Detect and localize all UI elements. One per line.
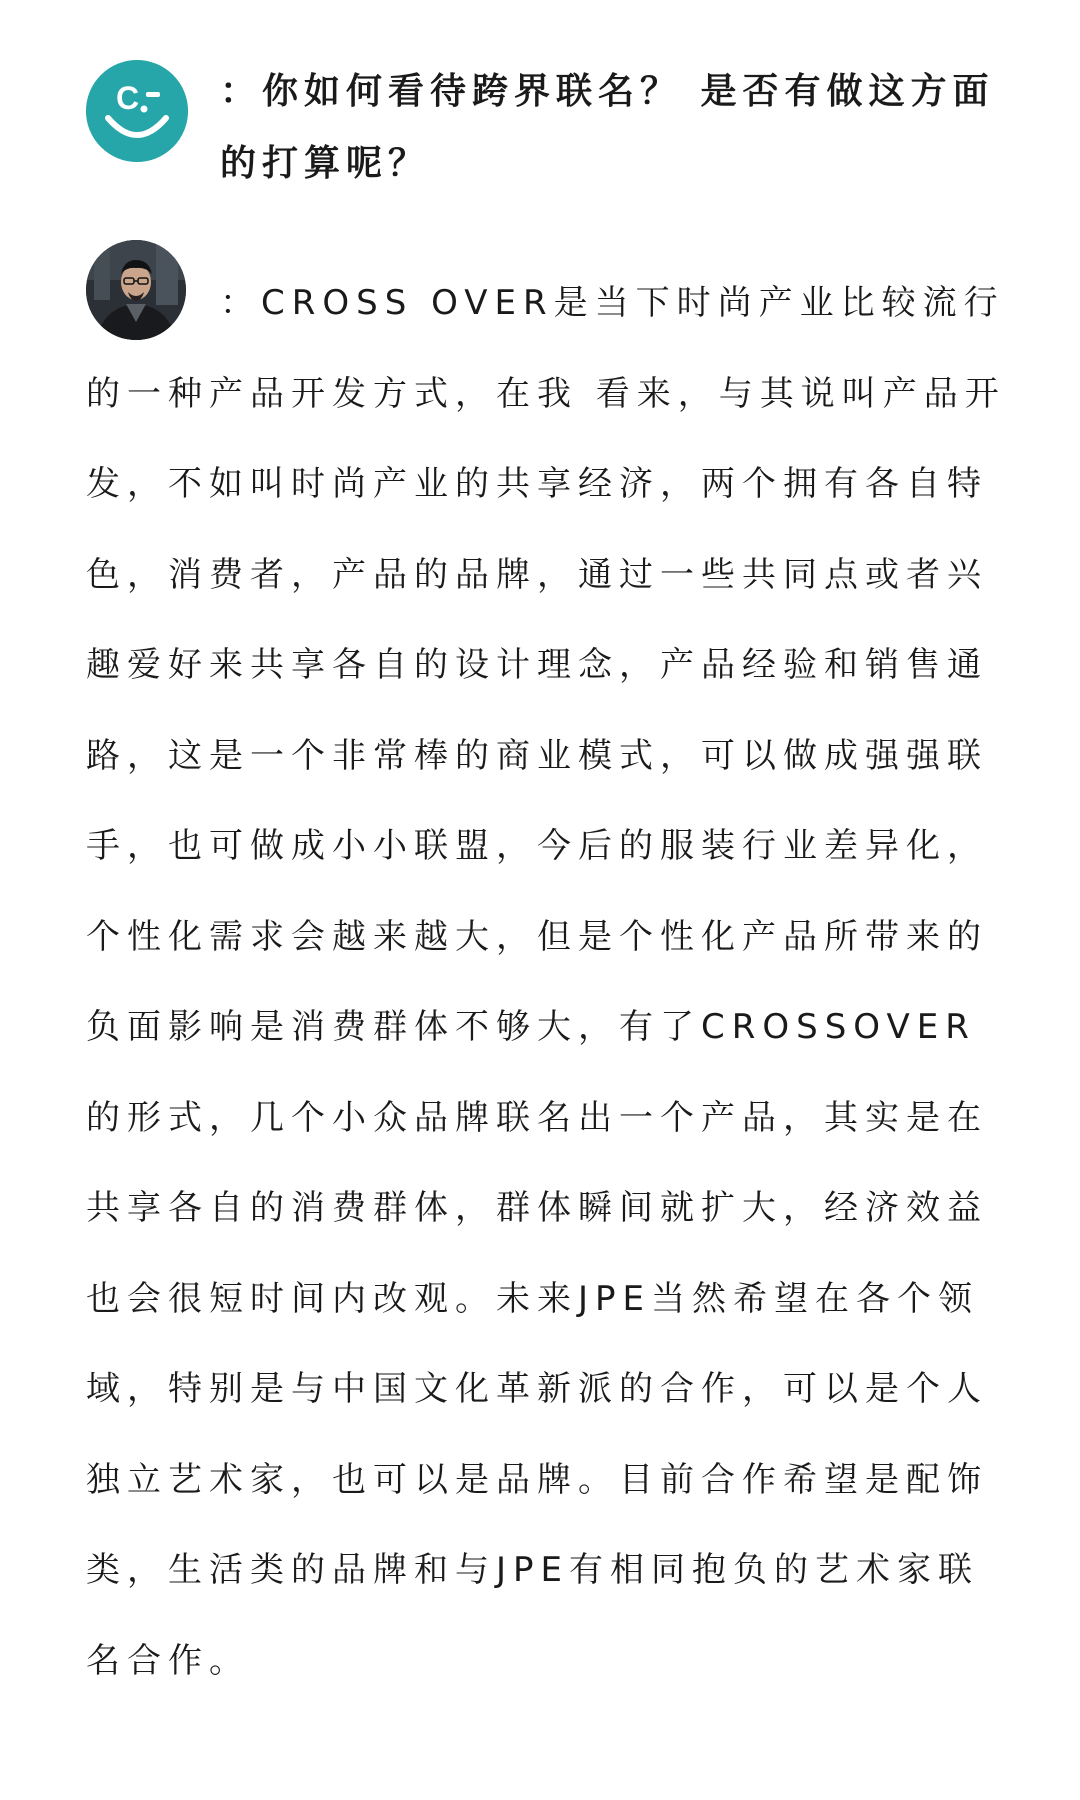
smiley-logo-icon <box>86 60 188 162</box>
logo-letter: C <box>116 80 140 116</box>
answer-block <box>86 240 1006 1706</box>
portrait-graphic <box>86 240 186 340</box>
smiley-logo-graphic <box>86 60 188 162</box>
answer-text: ：CROSS OVER是当下时尚产业比较流行的一种产品开发方式，在我 看来，与其说叫产品开发，不如叫时尚产业的共享经济，两个拥有各自特色，消费者，产品的品牌，通过一些共同点或者兴趣爱好来共享各自的设计理念，产品经验和销售通路，这是一个非常棒的商业模式，可以做成强强联手，也可做成小小联盟，今后的服装行业差异化，个性化需求会越来越大，但是个性化产品所带来的负面影响是消费群体不够大，有了CROSSOVER的形式，几个小众品牌联名出一个产品，其实是在共享各自的消费群体，群体瞬间就扩大，经济效益也会很短时间内改观。未来JPE当然希望在各个领域，特别是与中国文化革新派的合作，可以是个人独立艺术家，也可以是品牌。目前合作希望是配饰类，生活类的品牌和与JPE有相同抱负的艺术家联名合作。 <box>86 283 1006 1681</box>
question-text: ：你如何看待跨界联名？ 是否有做这方面的打算呢？ <box>220 71 995 184</box>
designer-portrait-avatar <box>86 240 186 340</box>
